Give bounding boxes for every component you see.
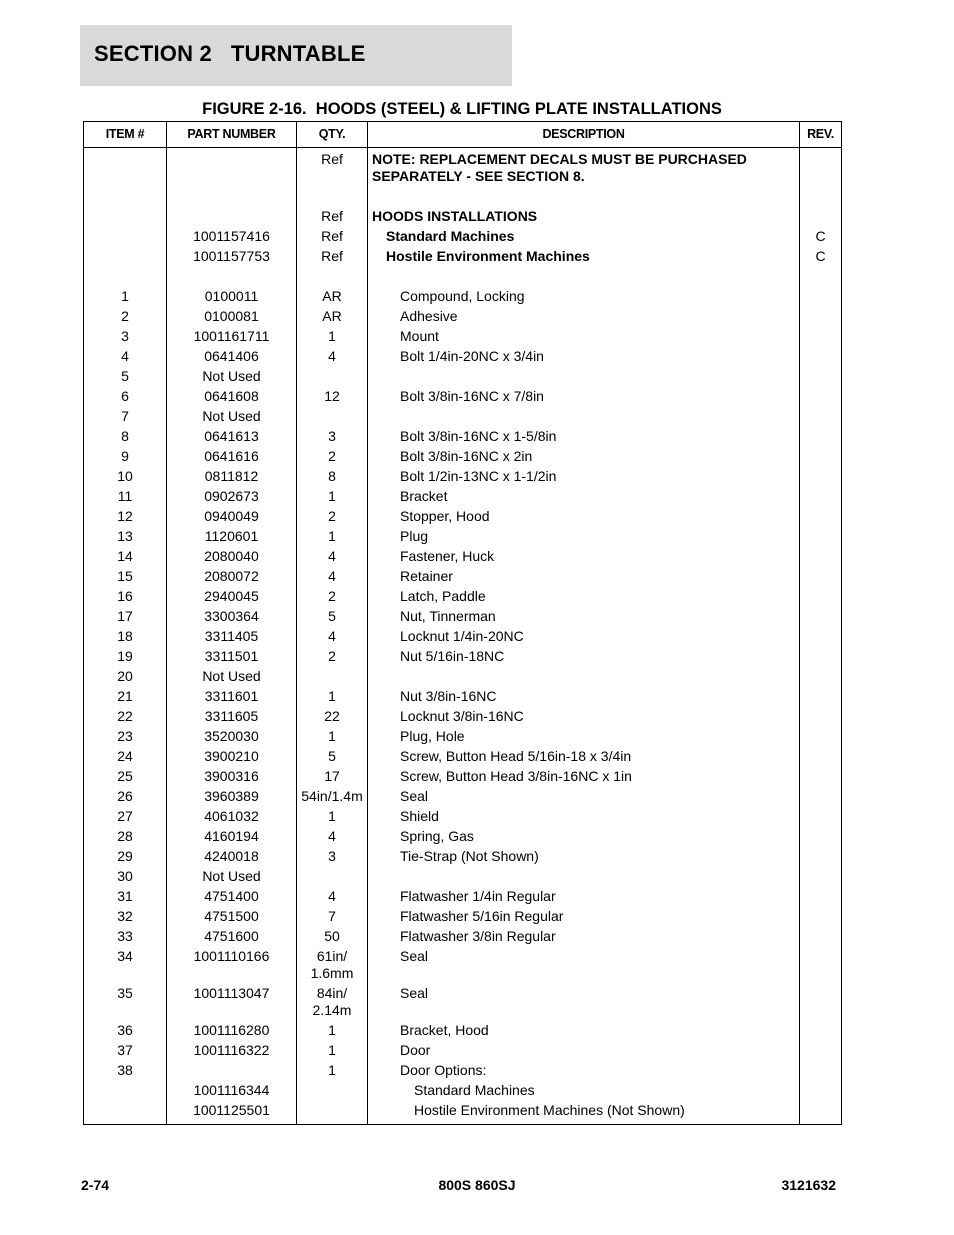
rev-cell [800, 427, 842, 447]
rev-cell [800, 567, 842, 587]
table-row [84, 867, 842, 887]
item-cell: 14 [84, 547, 167, 567]
description-cell: Hostile Environment Machines (Not Shown) [368, 1101, 800, 1125]
part-number-cell: 3900210 [167, 747, 297, 767]
item-cell: 36 [84, 1021, 167, 1041]
table-row [84, 547, 842, 567]
rev-cell [800, 307, 842, 327]
item-cell: 23 [84, 727, 167, 747]
rev-cell [800, 887, 842, 907]
item-cell: 7 [84, 407, 167, 427]
rev-cell [800, 207, 842, 227]
description-cell: Screw, Button Head 3/8in-16NC x 1in [368, 767, 800, 787]
qty-cell: 1 [297, 527, 368, 547]
description-cell: Nut, Tinnerman [368, 607, 800, 627]
table-row [84, 1081, 842, 1101]
item-cell [84, 227, 167, 247]
description-cell: Seal [368, 787, 800, 807]
description-cell: Bracket, Hood [368, 1021, 800, 1041]
header-rev: REV. [800, 122, 842, 148]
table-row [84, 887, 842, 907]
rev-cell [800, 1061, 842, 1081]
part-number-cell: 4751500 [167, 907, 297, 927]
rev-cell [800, 707, 842, 727]
table-row [84, 927, 842, 947]
qty-cell: 84in/ 2.14m [297, 984, 368, 1021]
item-cell: 25 [84, 767, 167, 787]
qty-cell: 17 [297, 767, 368, 787]
description-cell: Flatwasher 1/4in Regular [368, 887, 800, 907]
qty-cell [297, 1101, 368, 1125]
item-cell: 13 [84, 527, 167, 547]
table-row [84, 1041, 842, 1061]
description-cell: Mount [368, 327, 800, 347]
part-number-cell: 0641608 [167, 387, 297, 407]
figure-title: FIGURE 2-16. HOODS (STEEL) & LIFTING PLATE INSTALLATIONS [202, 100, 722, 118]
table-row [84, 427, 842, 447]
description-cell: Adhesive [368, 307, 800, 327]
description-cell [368, 187, 800, 207]
rev-cell [800, 327, 842, 347]
part-number-cell: 3960389 [167, 787, 297, 807]
rev-cell [800, 148, 842, 187]
rev-cell [800, 827, 842, 847]
item-cell: 32 [84, 907, 167, 927]
qty-cell: 2 [297, 587, 368, 607]
table-row [84, 687, 842, 707]
description-cell: Compound, Locking [368, 287, 800, 307]
table-row [84, 847, 842, 867]
rev-cell [800, 1021, 842, 1041]
qty-cell: 5 [297, 607, 368, 627]
table-row [84, 467, 842, 487]
part-number-cell: 4751400 [167, 887, 297, 907]
item-cell: 10 [84, 467, 167, 487]
part-number-cell: 2080040 [167, 547, 297, 567]
table-row [84, 387, 842, 407]
table-spacer-row [84, 187, 842, 207]
qty-cell: 22 [297, 707, 368, 727]
rev-cell [800, 787, 842, 807]
rev-cell [800, 467, 842, 487]
part-number-cell: 2940045 [167, 587, 297, 607]
rev-cell [800, 627, 842, 647]
qty-cell: 1 [297, 1041, 368, 1061]
table-header-row [84, 122, 842, 148]
rev-cell: C [800, 247, 842, 267]
qty-cell: 2 [297, 447, 368, 467]
description-cell [368, 667, 800, 687]
description-cell: HOODS INSTALLATIONS [368, 207, 800, 227]
qty-cell: AR [297, 307, 368, 327]
footer-doc-number: 3121632 [781, 1177, 836, 1193]
part-number-cell: 0902673 [167, 487, 297, 507]
item-cell: 35 [84, 984, 167, 1021]
table-row [84, 607, 842, 627]
section-title: SECTION 2 TURNTABLE [94, 41, 366, 66]
part-number-cell [167, 207, 297, 227]
table-row [84, 567, 842, 587]
rev-cell [800, 347, 842, 367]
item-cell: 33 [84, 927, 167, 947]
item-cell: 19 [84, 647, 167, 667]
part-number-cell: 1001161711 [167, 327, 297, 347]
part-number-cell: 4160194 [167, 827, 297, 847]
item-cell: 28 [84, 827, 167, 847]
item-cell [84, 148, 167, 187]
part-number-cell [167, 187, 297, 207]
qty-cell: 4 [297, 627, 368, 647]
qty-cell: 5 [297, 747, 368, 767]
description-cell [368, 267, 800, 287]
part-number-cell: 0940049 [167, 507, 297, 527]
description-cell: NOTE: REPLACEMENT DECALS MUST BE PURCHASED SEPARATELY - SEE SECTION 8. [368, 148, 800, 187]
description-cell: Plug, Hole [368, 727, 800, 747]
rev-cell [800, 407, 842, 427]
part-number-cell: 1120601 [167, 527, 297, 547]
rev-cell: C [800, 227, 842, 247]
part-number-cell: 4061032 [167, 807, 297, 827]
rev-cell [800, 1081, 842, 1101]
table-row [84, 148, 842, 187]
item-cell: 12 [84, 507, 167, 527]
part-number-cell: 1001110166 [167, 947, 297, 984]
description-cell: Hostile Environment Machines [368, 247, 800, 267]
qty-cell: 1 [297, 727, 368, 747]
qty-cell: 12 [297, 387, 368, 407]
table-row [84, 487, 842, 507]
table-row [84, 287, 842, 307]
qty-cell: 7 [297, 907, 368, 927]
description-cell: Bracket [368, 487, 800, 507]
qty-cell: 1 [297, 687, 368, 707]
part-number-cell: Not Used [167, 867, 297, 887]
qty-cell [297, 407, 368, 427]
header-item: ITEM # [84, 122, 167, 148]
part-number-cell [167, 1061, 297, 1081]
item-cell: 8 [84, 427, 167, 447]
part-number-cell: 1001116322 [167, 1041, 297, 1061]
part-number-cell: 0811812 [167, 467, 297, 487]
qty-cell: 50 [297, 927, 368, 947]
description-cell: Standard Machines [368, 227, 800, 247]
footer-page-number: 2-74 [81, 1177, 110, 1193]
table-row [84, 367, 842, 387]
item-cell [84, 207, 167, 227]
item-cell: 20 [84, 667, 167, 687]
qty-cell: 54in/1.4m [297, 787, 368, 807]
qty-cell: 1 [297, 807, 368, 827]
qty-cell: 4 [297, 827, 368, 847]
description-cell: Seal [368, 984, 800, 1021]
qty-cell: 61in/ 1.6mm [297, 947, 368, 984]
description-cell: Retainer [368, 567, 800, 587]
description-cell: Locknut 1/4in-20NC [368, 627, 800, 647]
item-cell: 17 [84, 607, 167, 627]
qty-cell: 2 [297, 507, 368, 527]
part-number-cell: 0100011 [167, 287, 297, 307]
rev-cell [800, 947, 842, 984]
item-cell: 24 [84, 747, 167, 767]
table-row [84, 747, 842, 767]
description-cell [368, 867, 800, 887]
item-cell: 9 [84, 447, 167, 467]
rev-cell [800, 667, 842, 687]
qty-cell [297, 267, 368, 287]
description-cell: Seal [368, 947, 800, 984]
rev-cell [800, 487, 842, 507]
part-number-cell: 0100081 [167, 307, 297, 327]
qty-cell: 1 [297, 1021, 368, 1041]
description-cell: Bolt 3/8in-16NC x 7/8in [368, 387, 800, 407]
table-row [84, 827, 842, 847]
part-number-cell: 3900316 [167, 767, 297, 787]
description-cell: Bolt 3/8in-16NC x 2in [368, 447, 800, 467]
table-row [84, 984, 842, 1021]
rev-cell [800, 687, 842, 707]
part-number-cell: 0641406 [167, 347, 297, 367]
item-cell [84, 1101, 167, 1125]
item-cell: 22 [84, 707, 167, 727]
rev-cell [800, 727, 842, 747]
description-cell: Stopper, Hood [368, 507, 800, 527]
qty-cell: 2 [297, 647, 368, 667]
table-row [84, 407, 842, 427]
description-cell: Flatwasher 5/16in Regular [368, 907, 800, 927]
rev-cell [800, 984, 842, 1021]
item-cell [84, 247, 167, 267]
table-row [84, 307, 842, 327]
item-cell: 30 [84, 867, 167, 887]
part-number-cell [167, 267, 297, 287]
rev-cell [800, 927, 842, 947]
part-number-cell: 1001116344 [167, 1081, 297, 1101]
item-cell: 15 [84, 567, 167, 587]
qty-cell: 4 [297, 887, 368, 907]
rev-cell [800, 527, 842, 547]
description-cell: Shield [368, 807, 800, 827]
qty-cell [297, 1081, 368, 1101]
part-number-cell: 3311501 [167, 647, 297, 667]
table-row [84, 247, 842, 267]
item-cell: 4 [84, 347, 167, 367]
qty-cell: 4 [297, 567, 368, 587]
table-row [84, 647, 842, 667]
table-row [84, 447, 842, 467]
table-row [84, 227, 842, 247]
description-cell: Nut 3/8in-16NC [368, 687, 800, 707]
item-cell: 27 [84, 807, 167, 827]
item-cell: 31 [84, 887, 167, 907]
table-row [84, 327, 842, 347]
section-header [80, 25, 512, 86]
item-cell: 3 [84, 327, 167, 347]
part-number-cell: 0641613 [167, 427, 297, 447]
rev-cell [800, 907, 842, 927]
part-number-cell: 1001125501 [167, 1101, 297, 1125]
part-number-cell: 3311605 [167, 707, 297, 727]
part-number-cell: 1001116280 [167, 1021, 297, 1041]
rev-cell [800, 187, 842, 207]
item-cell: 2 [84, 307, 167, 327]
item-cell: 18 [84, 627, 167, 647]
table-row [84, 587, 842, 607]
part-number-cell: 4751600 [167, 927, 297, 947]
footer-model: 800S 860SJ [438, 1177, 516, 1193]
part-number-cell: Not Used [167, 407, 297, 427]
item-cell: 16 [84, 587, 167, 607]
qty-cell [297, 187, 368, 207]
rev-cell [800, 1101, 842, 1125]
table-row [84, 507, 842, 527]
part-number-cell [167, 148, 297, 187]
parts-table-body [84, 148, 842, 1125]
table-row [84, 627, 842, 647]
description-cell [368, 407, 800, 427]
rev-cell [800, 867, 842, 887]
item-cell: 29 [84, 847, 167, 867]
qty-cell: 4 [297, 347, 368, 367]
qty-cell: Ref [297, 247, 368, 267]
description-cell: Spring, Gas [368, 827, 800, 847]
description-cell: Tie-Strap (Not Shown) [368, 847, 800, 867]
qty-cell: 1 [297, 327, 368, 347]
qty-cell [297, 367, 368, 387]
rev-cell [800, 767, 842, 787]
qty-cell [297, 867, 368, 887]
part-number-cell: 2080072 [167, 567, 297, 587]
table-row [84, 527, 842, 547]
item-cell: 5 [84, 367, 167, 387]
part-number-cell: 4240018 [167, 847, 297, 867]
part-number-cell: 0641616 [167, 447, 297, 467]
description-cell: Latch, Paddle [368, 587, 800, 607]
rev-cell [800, 587, 842, 607]
description-cell [368, 367, 800, 387]
rev-cell [800, 367, 842, 387]
table-spacer-row [84, 267, 842, 287]
qty-cell: AR [297, 287, 368, 307]
rev-cell [800, 507, 842, 527]
part-number-cell: 1001157416 [167, 227, 297, 247]
description-cell: Standard Machines [368, 1081, 800, 1101]
qty-cell [297, 667, 368, 687]
table-row [84, 347, 842, 367]
qty-cell: Ref [297, 148, 368, 187]
item-cell [84, 1081, 167, 1101]
table-row [84, 907, 842, 927]
rev-cell [800, 747, 842, 767]
qty-cell: 1 [297, 487, 368, 507]
rev-cell [800, 447, 842, 467]
qty-cell: Ref [297, 207, 368, 227]
part-number-cell: 3311601 [167, 687, 297, 707]
item-cell: 6 [84, 387, 167, 407]
item-cell: 1 [84, 287, 167, 307]
rev-cell [800, 807, 842, 827]
table-row [84, 787, 842, 807]
header-part-number: PART NUMBER [167, 122, 297, 148]
item-cell: 37 [84, 1041, 167, 1061]
table-row [84, 1101, 842, 1125]
item-cell: 11 [84, 487, 167, 507]
rev-cell [800, 847, 842, 867]
part-number-cell: Not Used [167, 667, 297, 687]
item-cell [84, 267, 167, 287]
qty-cell: 1 [297, 1061, 368, 1081]
item-cell [84, 187, 167, 207]
table-row [84, 667, 842, 687]
table-row [84, 767, 842, 787]
table-row [84, 807, 842, 827]
part-number-cell: 1001113047 [167, 984, 297, 1021]
table-row [84, 1061, 842, 1081]
table-row [84, 707, 842, 727]
rev-cell [800, 1041, 842, 1061]
qty-cell: 4 [297, 547, 368, 567]
part-number-cell: Not Used [167, 367, 297, 387]
header-description: DESCRIPTION [368, 122, 800, 148]
part-number-cell: 3311405 [167, 627, 297, 647]
item-cell: 34 [84, 947, 167, 984]
table-row [84, 1021, 842, 1041]
rev-cell [800, 547, 842, 567]
qty-cell: 3 [297, 847, 368, 867]
description-cell: Nut 5/16in-18NC [368, 647, 800, 667]
qty-cell: 8 [297, 467, 368, 487]
table-row [84, 727, 842, 747]
qty-cell: Ref [297, 227, 368, 247]
item-cell: 26 [84, 787, 167, 807]
table-row [84, 947, 842, 984]
description-cell: Bolt 1/2in-13NC x 1-1/2in [368, 467, 800, 487]
rev-cell [800, 387, 842, 407]
rev-cell [800, 287, 842, 307]
description-cell: Bolt 1/4in-20NC x 3/4in [368, 347, 800, 367]
rev-cell [800, 607, 842, 627]
parts-table [83, 121, 842, 1125]
description-cell: Door [368, 1041, 800, 1061]
description-cell: Locknut 3/8in-16NC [368, 707, 800, 727]
rev-cell [800, 267, 842, 287]
rev-cell [800, 647, 842, 667]
item-cell: 21 [84, 687, 167, 707]
part-number-cell: 1001157753 [167, 247, 297, 267]
description-cell: Fastener, Huck [368, 547, 800, 567]
description-cell: Bolt 3/8in-16NC x 1-5/8in [368, 427, 800, 447]
description-cell: Flatwasher 3/8in Regular [368, 927, 800, 947]
description-cell: Door Options: [368, 1061, 800, 1081]
part-number-cell: 3520030 [167, 727, 297, 747]
description-cell: Screw, Button Head 5/16in-18 x 3/4in [368, 747, 800, 767]
description-cell: Plug [368, 527, 800, 547]
part-number-cell: 3300364 [167, 607, 297, 627]
item-cell: 38 [84, 1061, 167, 1081]
qty-cell: 3 [297, 427, 368, 447]
table-row [84, 207, 842, 227]
header-qty: QTY. [297, 122, 368, 148]
